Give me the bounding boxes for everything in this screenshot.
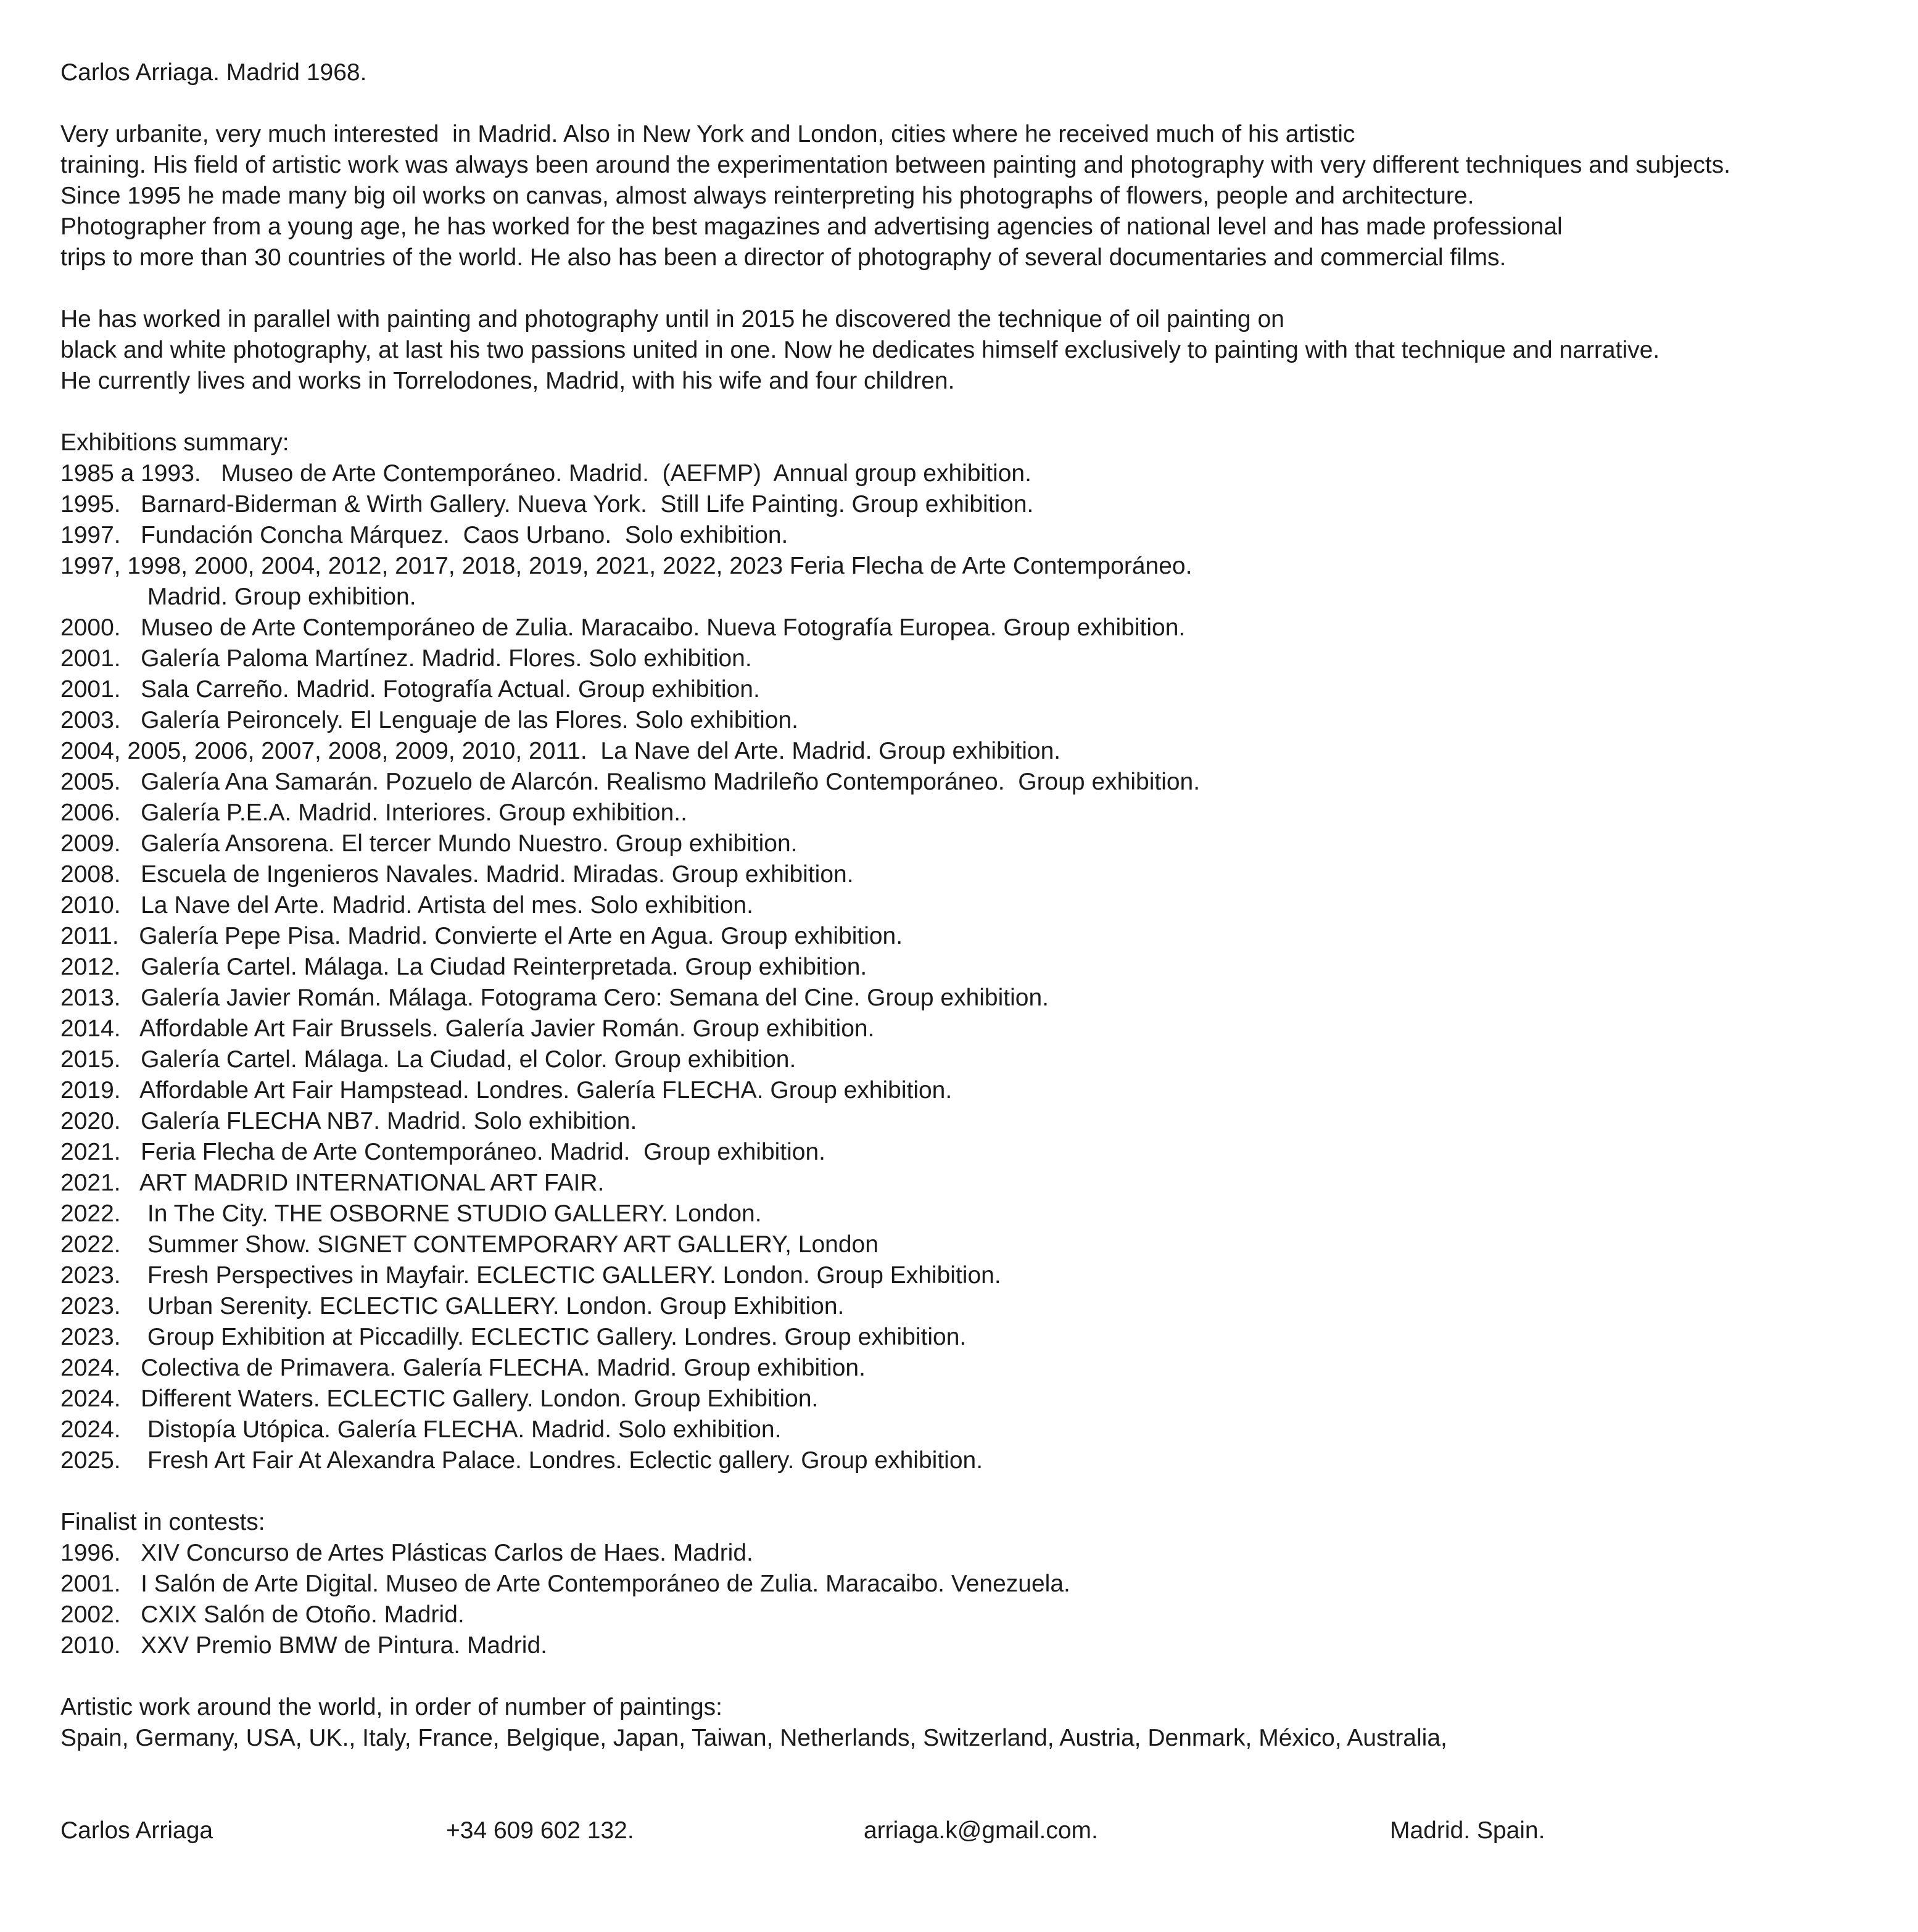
contests-heading: Finalist in contests: bbox=[60, 1509, 265, 1535]
bio-paragraph1-line: Photographer from a young age, he has worked for the best magazines and advertising agencies of national level and has made professional bbox=[60, 213, 1563, 240]
artwork-heading: Artistic work around the world, in order of number of paintings: bbox=[60, 1694, 723, 1720]
exhibition-line: 2005. Galería Ana Samarán. Pozuelo de Alarcón. Realismo Madrileño Contemporáneo. Group exhibition. bbox=[60, 769, 1201, 795]
footer-name: Carlos Arriaga bbox=[60, 1817, 213, 1844]
exhibition-line: 2023. Group Exhibition at Piccadilly. ECLECTIC Gallery. Londres. Group exhibition. bbox=[60, 1324, 967, 1350]
exhibition-line: 2019. Affordable Art Fair Hampstead. Londres. Galería FLECHA. Group exhibition. bbox=[60, 1077, 953, 1104]
exhibition-line: 2023. Urban Serenity. ECLECTIC GALLERY. London. Group Exhibition. bbox=[60, 1293, 845, 1319]
exhibition-line-continuation: Madrid. Group exhibition. bbox=[60, 584, 416, 610]
exhibition-line: 2004, 2005, 2006, 2007, 2008, 2009, 2010, 2011. La Nave del Arte. Madrid. Group exhibition. bbox=[60, 738, 1061, 764]
footer-email: arriaga.k@gmail.com. bbox=[864, 1817, 1098, 1844]
contest-line: 2002. CXIX Salón de Otoño. Madrid. bbox=[60, 1601, 465, 1628]
exhibition-line: 2008. Escuela de Ingenieros Navales. Madrid. Miradas. Group exhibition. bbox=[60, 861, 854, 888]
spacer bbox=[60, 1785, 1899, 1815]
exhibition-line: 2022. Summer Show. SIGNET CONTEMPORARY ART GALLERY, London bbox=[60, 1231, 878, 1258]
exhibition-line: 2015. Galería Cartel. Málaga. La Ciudad, el Color. Group exhibition. bbox=[60, 1046, 796, 1073]
exhibition-line: 2021. Feria Flecha de Arte Contemporáneo. Madrid. Group exhibition. bbox=[60, 1139, 826, 1165]
contest-line: 2001. I Salón de Arte Digital. Museo de Arte Contemporáneo de Zulia. Maracaibo. Venezuela. bbox=[60, 1571, 1070, 1597]
exhibition-line: 2024. Colectiva de Primavera. Galería FLECHA. Madrid. Group exhibition. bbox=[60, 1355, 866, 1381]
exhibition-line: 2010. La Nave del Arte. Madrid. Artista del mes. Solo exhibition. bbox=[60, 892, 753, 919]
exhibition-line: 2012. Galería Cartel. Málaga. La Ciudad Reinterpretada. Group exhibition. bbox=[60, 954, 867, 980]
footer bbox=[60, 1815, 1899, 1846]
exhibition-line: 2023. Fresh Perspectives in Mayfair. ECLECTIC GALLERY. London. Group Exhibition. bbox=[60, 1262, 1001, 1289]
exhibition-line: 2001. Galería Paloma Martínez. Madrid. Flores. Solo exhibition. bbox=[60, 645, 752, 672]
bio-paragraph2-line: He currently lives and works in Torrelodones, Madrid, with his wife and four children. bbox=[60, 368, 955, 394]
exhibition-line: 2022. In The City. THE OSBORNE STUDIO GALLERY. London. bbox=[60, 1200, 762, 1227]
artwork-countries-line: Spain, Germany, USA, UK., Italy, France, Belgique, Japan, Taiwan, Netherlands, Switzerland, Austria, Denmark, México, Australia, bbox=[60, 1725, 1447, 1751]
bio-paragraph1-line: Since 1995 he made many big oil works on canvas, almost always reinterpreting his photographs of flowers, people and architecture. bbox=[60, 183, 1474, 209]
exhibition-line: 2020. Galería FLECHA NB7. Madrid. Solo exhibition. bbox=[60, 1108, 637, 1134]
exhibition-line: 2006. Galería P.E.A. Madrid. Interiores. Group exhibition.. bbox=[60, 799, 687, 826]
bio-paragraph2-line: He has worked in parallel with painting and photography until in 2015 he discovered the technique of oil painting on bbox=[60, 306, 1284, 332]
exhibition-line: 1997, 1998, 2000, 2004, 2012, 2017, 2018, 2019, 2021, 2022, 2023 Feria Flecha de Arte Contemporáneo. bbox=[60, 553, 1193, 579]
bio-paragraph1-line: Very urbanite, very much interested in Madrid. Also in New York and London, cities where he received much of his artistic bbox=[60, 121, 1355, 147]
exhibition-line: 2000. Museo de Arte Contemporáneo de Zulia. Maracaibo. Nueva Fotografía Europea. Group exhibition. bbox=[60, 614, 1186, 641]
exhibition-line: 2001. Sala Carreño. Madrid. Fotografía Actual. Group exhibition. bbox=[60, 676, 760, 703]
exhibition-line: 2013. Galería Javier Román. Málaga. Fotograma Cero: Semana del Cine. Group exhibition. bbox=[60, 985, 1049, 1011]
spacer bbox=[60, 1476, 1899, 1507]
contest-line: 1996. XIV Concurso de Artes Plásticas Carlos de Haes. Madrid. bbox=[60, 1540, 753, 1566]
spacer bbox=[60, 88, 1899, 119]
artist-name-line: Carlos Arriaga. Madrid 1968. bbox=[60, 59, 367, 86]
exhibitions-heading: Exhibitions summary: bbox=[60, 429, 289, 456]
bio-paragraph1-line: trips to more than 30 countries of the world. He also has been a director of photography of several documentaries and commercial films. bbox=[60, 244, 1507, 271]
exhibition-line: 2014. Affordable Art Fair Brussels. Galería Javier Román. Group exhibition. bbox=[60, 1015, 875, 1042]
footer-location: Madrid. Spain. bbox=[1390, 1817, 1545, 1844]
exhibition-line: 2009. Galería Ansorena. El tercer Mundo Nuestro. Group exhibition. bbox=[60, 830, 798, 857]
exhibition-line: 1985 a 1993. Museo de Arte Contemporáneo. Madrid. (AEFMP) Annual group exhibition. bbox=[60, 460, 1031, 487]
bio-paragraph1-line: training. His field of artistic work was always been around the experimentation between painting and photography with very different techniques and subjects. bbox=[60, 152, 1731, 178]
exhibition-line: 1997. Fundación Concha Márquez. Caos Urbano. Solo exhibition. bbox=[60, 522, 788, 548]
spacer bbox=[60, 273, 1899, 304]
bio-paragraph2-line: black and white photography, at last his two passions united in one. Now he dedicates himself exclusively to painting with that technique and narrative. bbox=[60, 337, 1660, 363]
contest-line: 2010. XXV Premio BMW de Pintura. Madrid. bbox=[60, 1632, 547, 1659]
footer-phone: +34 609 602 132. bbox=[446, 1817, 634, 1844]
exhibition-line: 2024. Different Waters. ECLECTIC Gallery. London. Group Exhibition. bbox=[60, 1385, 819, 1412]
exhibition-line: 2011. Galería Pepe Pisa. Madrid. Convierte el Arte en Agua. Group exhibition. bbox=[60, 923, 903, 949]
exhibition-line: 2003. Galería Peironcely. El Lenguaje de las Flores. Solo exhibition. bbox=[60, 707, 798, 733]
exhibition-line: 1995. Barnard-Biderman & Wirth Gallery. Nueva York. Still Life Painting. Group exhibition. bbox=[60, 491, 1034, 518]
spacer bbox=[60, 1754, 1899, 1785]
exhibition-line: 2024. Distopía Utópica. Galería FLECHA. Madrid. Solo exhibition. bbox=[60, 1416, 782, 1443]
exhibition-line: 2021. ART MADRID INTERNATIONAL ART FAIR. bbox=[60, 1170, 605, 1196]
spacer bbox=[60, 397, 1899, 427]
spacer bbox=[60, 1661, 1899, 1692]
exhibition-line: 2025. Fresh Art Fair At Alexandra Palace. Londres. Eclectic gallery. Group exhibition. bbox=[60, 1447, 983, 1474]
